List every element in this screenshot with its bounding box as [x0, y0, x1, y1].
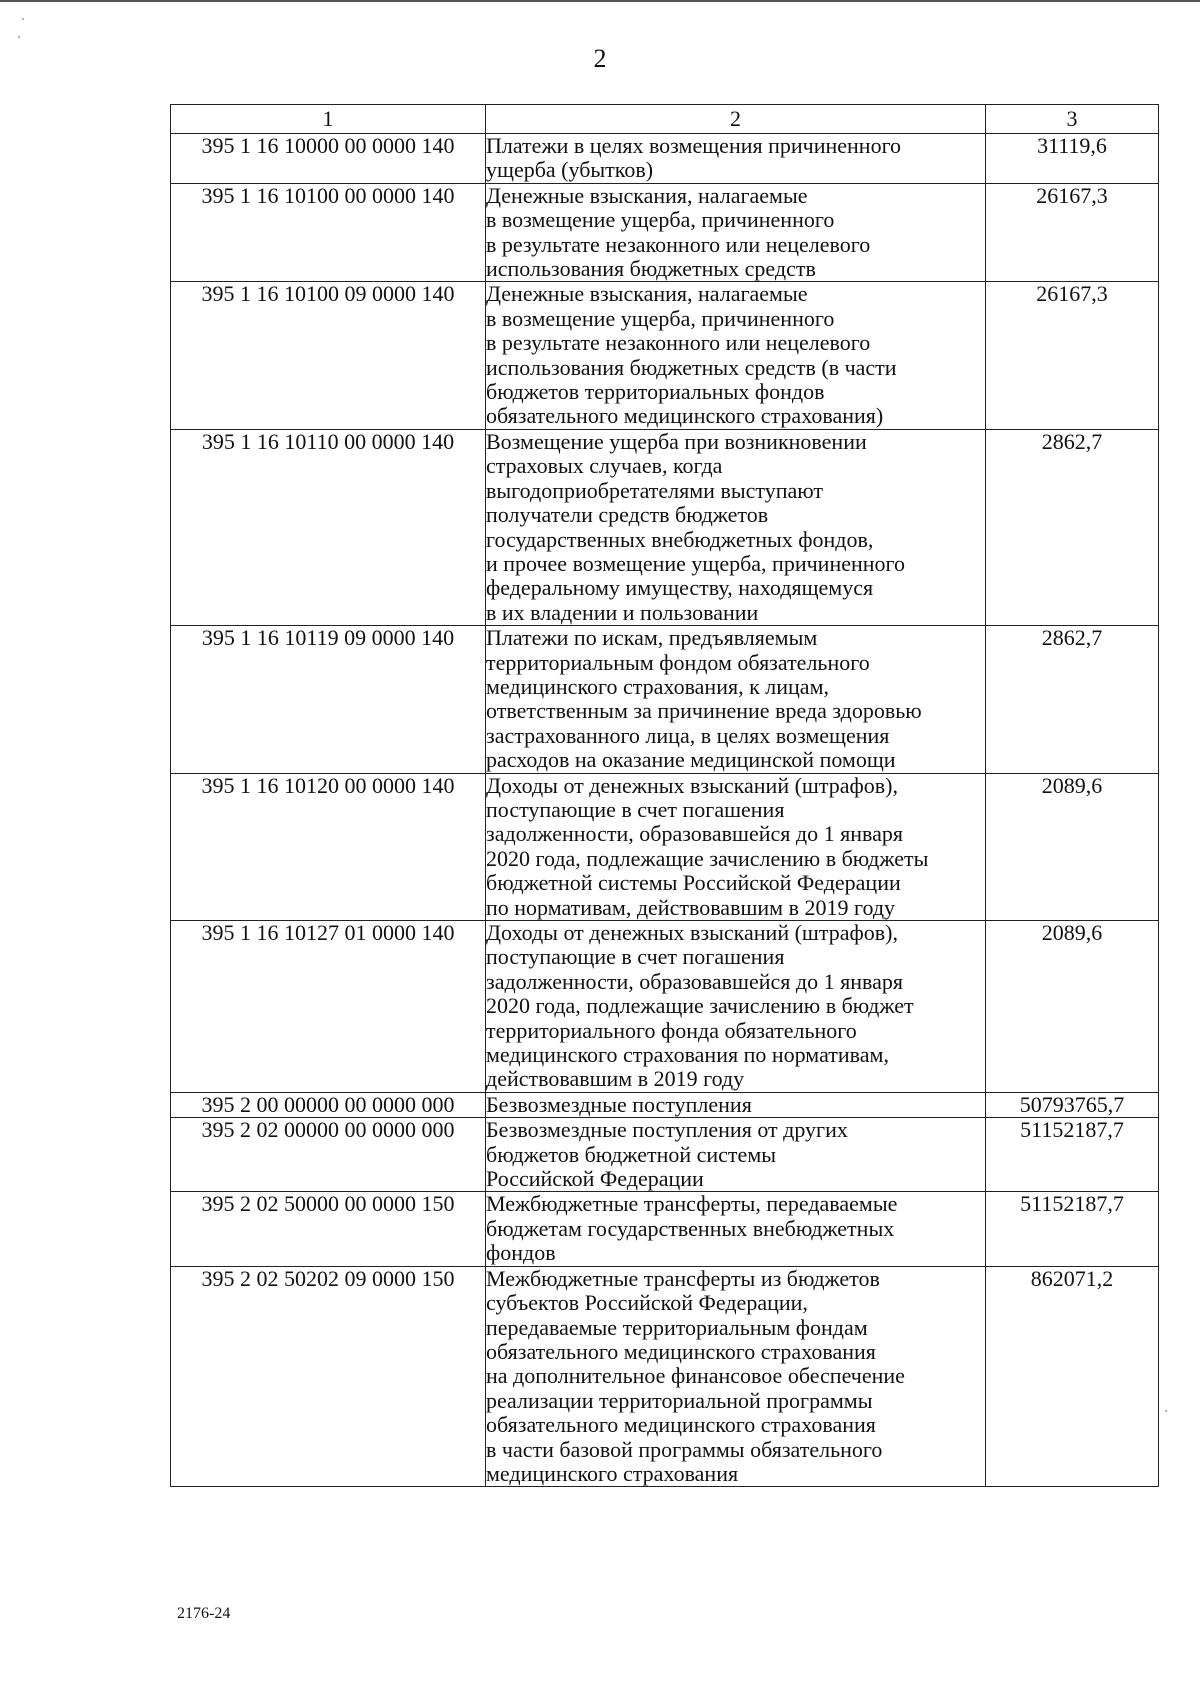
table-body: [171, 134, 1159, 1487]
row-code: 395 1 16 10000 00 0000 140: [171, 134, 486, 184]
row-amount: 2862,7: [986, 626, 1159, 773]
header-col-1: 1: [171, 105, 486, 134]
scan-speck: [22, 18, 24, 20]
table-row: [171, 1266, 1159, 1487]
header-col-2: 2: [486, 105, 986, 134]
row-code: 395 1 16 10119 09 0000 140: [171, 626, 486, 773]
row-amount: 2089,6: [986, 921, 1159, 1093]
document-id: 2176-24: [177, 1605, 231, 1622]
row-description: Платежи в целях возмещения причиненного ущерба (убытков): [486, 134, 986, 184]
scan-top-border: [0, 0, 1200, 2]
row-description: Денежные взыскания, налагаемые в возмещение ущерба, причиненного в результате незаконного или нецелевого использования бюджетных средств: [486, 183, 986, 282]
row-description: Доходы от денежных взысканий (штрафов), поступающие в счет погашения задолженности, образовавшейся до 1 января 2020 года, подлежащие зачислению в бюджеты бюджетной системы Российской Федерации по нормативам, действовавшим в 2019 году: [486, 773, 986, 920]
table-row: [171, 282, 1159, 429]
row-amount: 31119,6: [986, 134, 1159, 184]
row-description: Возмещение ущерба при возникновении страховых случаев, когда выгодоприобретателями выступают получатели средств бюджетов государственных внебюджетных фондов, и прочее возмещение ущерба, причиненного федеральному имуществу, находящемуся в их владении и пользовании: [486, 429, 986, 625]
table-row: [171, 183, 1159, 282]
header-col-3: 3: [986, 105, 1159, 134]
row-code: 395 2 00 00000 00 0000 000: [171, 1092, 486, 1117]
revenue-table: [170, 104, 1159, 1487]
row-code: 395 2 02 50000 00 0000 150: [171, 1192, 486, 1266]
row-amount: 51152187,7: [986, 1118, 1159, 1192]
table-row: [171, 134, 1159, 184]
row-description: Межбюджетные трансферты из бюджетов субъектов Российской Федерации, передаваемые территориальным фондам обязательного медицинского страхования на дополнительное финансовое обеспечение реализации территориальной программы обязательного медицинского страхования в части базовой программы обязательного медицинского страхования: [486, 1266, 986, 1487]
row-amount: 2862,7: [986, 429, 1159, 625]
row-description: Безвозмездные поступления от других бюджетов бюджетной системы Российской Федерации: [486, 1118, 986, 1192]
row-code: 395 1 16 10100 00 0000 140: [171, 183, 486, 282]
page-number: 2: [593, 44, 607, 73]
table-row: [171, 626, 1159, 773]
row-description: Денежные взыскания, налагаемые в возмещение ущерба, причиненного в результате незаконного или нецелевого использования бюджетных средств (в части бюджетов территориальных фондов обязательного медицинского страхования): [486, 282, 986, 429]
table-row: [171, 921, 1159, 1093]
row-amount: 862071,2: [986, 1266, 1159, 1487]
scan-speck: [1165, 1410, 1167, 1412]
row-amount: 50793765,7: [986, 1092, 1159, 1117]
row-code: 395 1 16 10120 00 0000 140: [171, 773, 486, 920]
row-description: Платежи по искам, предъявляемым территориальным фондом обязательного медицинского страхования, к лицам, ответственным за причинение вреда здоровью застрахованного лица, в целях возмещения расходов на оказание медицинской помощи: [486, 626, 986, 773]
row-description: Межбюджетные трансферты, передаваемые бюджетам государственных внебюджетных фондов: [486, 1192, 986, 1266]
scan-speck: [18, 36, 20, 38]
table-row: [171, 1092, 1159, 1117]
table-row: [171, 1118, 1159, 1192]
header-row: [171, 105, 1159, 134]
row-code: 395 1 16 10100 09 0000 140: [171, 282, 486, 429]
row-amount: 26167,3: [986, 183, 1159, 282]
row-code: 395 1 16 10110 00 0000 140: [171, 429, 486, 625]
table-row: [171, 773, 1159, 920]
row-amount: 51152187,7: [986, 1192, 1159, 1266]
row-code: 395 2 02 50202 09 0000 150: [171, 1266, 486, 1487]
row-code: 395 1 16 10127 01 0000 140: [171, 921, 486, 1093]
row-amount: 26167,3: [986, 282, 1159, 429]
row-code: 395 2 02 00000 00 0000 000: [171, 1118, 486, 1192]
row-description: Безвозмездные поступления: [486, 1092, 986, 1117]
row-description: Доходы от денежных взысканий (штрафов), поступающие в счет погашения задолженности, образовавшейся до 1 января 2020 года, подлежащие зачислению в бюджет территориального фонда обязательного медицинского страхования по нормативам, действовавшим в 2019 году: [486, 921, 986, 1093]
table-row: [171, 1192, 1159, 1266]
table-row: [171, 429, 1159, 625]
row-amount: 2089,6: [986, 773, 1159, 920]
